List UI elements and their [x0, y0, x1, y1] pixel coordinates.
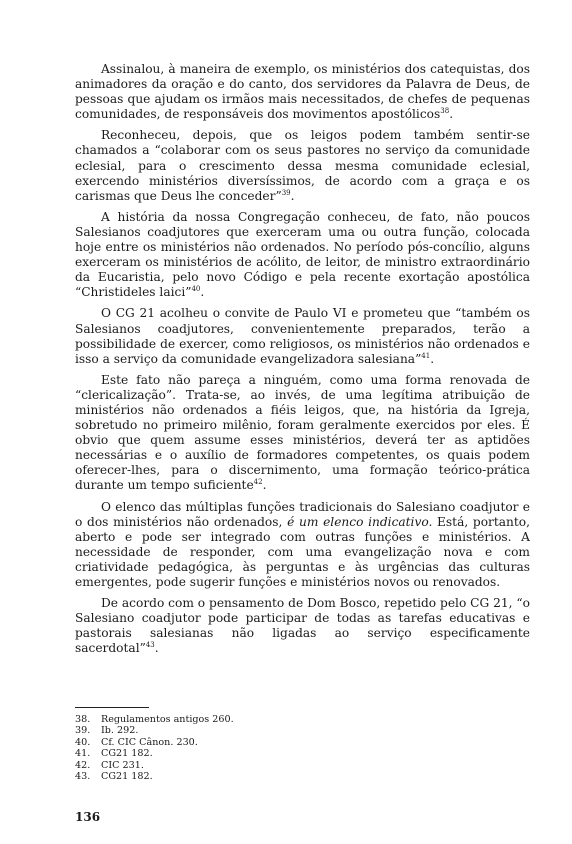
footnote-number: 42. — [75, 759, 91, 771]
footnote-reference: 43 — [145, 641, 155, 650]
paragraph-text: A história da nossa Congregação conheceu, de fato, não poucos Salesianos coadjutores que exerceram uma ou outra função, colocada hoje entre os ministérios não ordenados. No período pós-concílio, alguns exerceram os ministérios de acólito, de leitor, de ministro extraordinário da Eucaristia, pelo novo Código e pela recente exortação apostólica “Christideles laici” — [75, 209, 530, 300]
paragraph-text: . — [154, 641, 159, 656]
footnote-reference: 38 — [440, 107, 450, 116]
footnote-reference: 41 — [421, 351, 431, 360]
paragraph — [75, 500, 530, 591]
paragraph — [75, 373, 530, 494]
footnote — [75, 714, 375, 725]
footnote-text: Cf. CIC Cânon. 230. — [101, 736, 198, 748]
footnote — [75, 771, 375, 782]
paragraph-text: Este fato não pareça a ninguém, como uma forma renovada de “clericalização”. Trata-se, ao invés, de uma legítima atribuição de ministérios não ordenados a fiéis leigos, que, na história da Igreja, sobretudo no primeiro milênio, foram geralmente exercidos por eles. É obvio que quem assume esses ministérios, deverá ter as aptidões necessárias e o auxílio de formadores competentes, os quais podem oferecer-lhes, para o discernimento, uma formação teórico-prática durante um tempo suficiente — [75, 372, 530, 493]
footnote-text: CG21 182. — [101, 771, 153, 783]
paragraph-text: Assinalou, à maneira de exemplo, os ministérios dos catequistas, dos animadores da oração e do canto, dos servidores da Palavra de Deus, de pessoas que ajudam os irmãos mais necessitados, de chefes de pequenas comunidades, de responsáveis dos movimentos apostólicos — [75, 62, 530, 122]
footnote-number: 38. — [75, 714, 91, 725]
footnote-number: 41. — [75, 748, 91, 760]
body-text — [75, 62, 530, 662]
footnotes — [75, 714, 375, 782]
paragraph — [75, 128, 530, 203]
footnote — [75, 725, 375, 736]
footnote-text: CIC 231. — [101, 759, 144, 771]
footnote-reference: 39 — [281, 188, 291, 197]
paragraph — [75, 306, 530, 366]
paragraph-text: O CG 21 acolheu o convite de Paulo VI e prometeu que “também os Salesianos coadjutores, convenientemente preparados, terão a possibilidade de exercer, como religiosos, os ministérios não ordenados e isso a serviço da comunidade evangelizadora salesiana” — [75, 306, 530, 366]
paragraph-text: Está, portanto, aberto e pode ser integrado com outras funções e ministérios. A necessidade de responder, com uma evangelização nova e com criatividade pedagógica, às perguntas e às urgências das culturas emergentes, pode sugerir funções e ministérios novos ou renovados. — [75, 514, 531, 589]
footnote — [75, 748, 375, 759]
paragraph-text: . — [290, 188, 295, 203]
footnote-reference: 40 — [191, 285, 201, 294]
paragraph-text: De acordo com o pensamento de Dom Bosco, repetido pelo CG 21, “o Salesiano coadjutor pode participar de todas as tarefas educativas e pastorais salesianas não ligadas ao serviço especificamente sacerdotal” — [75, 596, 530, 656]
page-number: 136 — [75, 810, 101, 824]
footnote — [75, 737, 375, 748]
footnote-divider — [75, 707, 149, 708]
paragraph — [75, 596, 530, 656]
footnote — [75, 760, 375, 771]
paragraph — [75, 62, 530, 122]
footnote-text: Regulamentos antigos 260. — [101, 714, 234, 725]
paragraph-text: . — [262, 478, 267, 493]
paragraph-text: O elenco das múltiplas funções tradicionais do Salesiano coadjutor e o dos ministérios não ordenados, — [75, 499, 530, 529]
footnote-number: 40. — [75, 736, 91, 748]
footnote-text: CG21 182. — [101, 748, 153, 760]
paragraph — [75, 210, 530, 301]
paragraph-text: . — [449, 107, 454, 122]
footnote-text: Ib. 292. — [101, 725, 139, 737]
footnote-number: 43. — [75, 771, 91, 783]
emphasized-text: é um elenco indicativo. — [287, 514, 433, 529]
paragraph-text: . — [430, 351, 435, 366]
paragraph-text: . — [200, 285, 205, 300]
footnote-reference: 42 — [253, 478, 263, 487]
paragraph-text: Reconheceu, depois, que os leigos podem também sentir-se chamados a “colaborar com os seus pastores no serviço da comunidade eclesial, para o crescimento dessa mesma comunidade eclesial, exercendo ministérios diversíssimos, de acordo com a graça e os carismas que Deus lhe conceder” — [75, 128, 530, 203]
footnote-number: 39. — [75, 725, 91, 737]
